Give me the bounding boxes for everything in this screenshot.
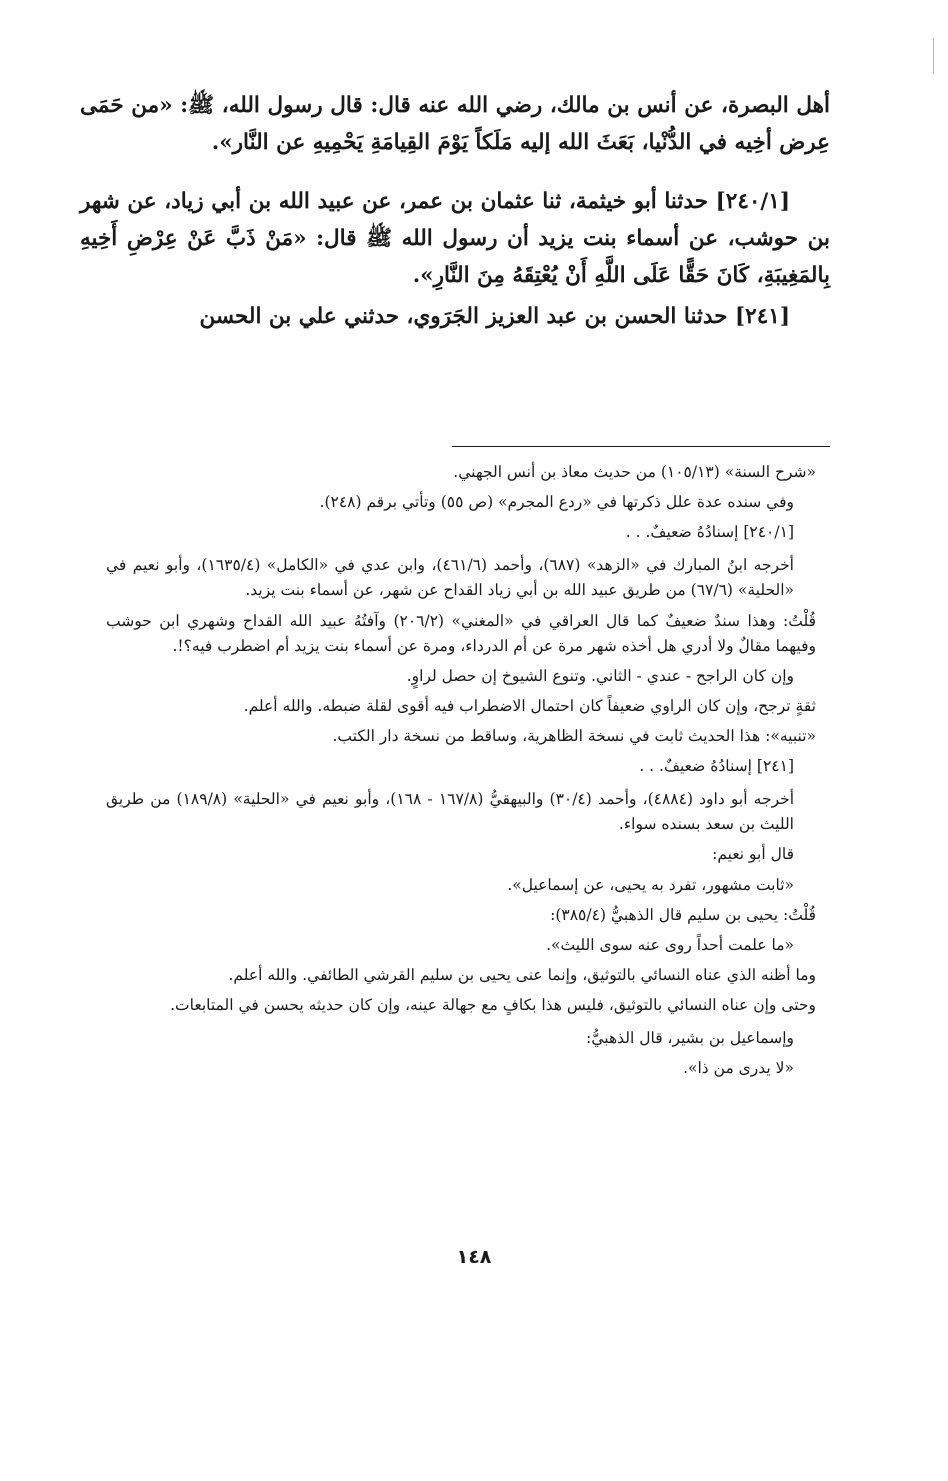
main-paragraph-hadith-240-1 <box>80 184 830 295</box>
footnote-line: وحتى وإن عناه النسائي بالتوثيق، فليس هذا بكافٍ مع جهالة عينه، وإن كان حديثه يحسن في المتابعات. <box>170 995 816 1014</box>
footnote-line: وإسماعيل بن بشير، قال الذهبيُّ: <box>586 1029 794 1048</box>
footnote-line: قُلْتُ: وهذا سندٌ ضعيفٌ كما قال العراقي في «المغني» (٢٠٦/٢) وآفتُهُ عبيد الله القداح وشهري ابن حوشب وفيهما مقالٌ ولا أدري هل أخذه شهر مرة عن أم الدرداء، ومرة عن أسماء بنت يزيد أم اضطرب فيه؟!. <box>106 611 816 655</box>
footnote-line: «لا يدرى من ذا». <box>683 1059 794 1078</box>
footnote-line: [٢٤٠/١] إسنادُهُ ضعيفٌ. . . <box>625 523 794 542</box>
hadith-241-text: [٢٤١] حدثنا الحسن بن عبد العزيز الجَرَوي، حدثني علي بن الحسن <box>199 303 790 329</box>
footnote-line: أخرجه أبو داود (٤٨٨٤)، وأحمد (٣٠/٤) والبيهقيُّ (١٦٧/٨ - ١٦٨)، وأبو نعيم في «الحلية» (١٨٩/٨) من طريق الليث بن سعد بسنده سواء. <box>106 790 795 834</box>
footnote-line: «ما علمت أحداً روى عنه سوى الليث». <box>546 935 794 954</box>
footnote-line: ثقةٍ ترجح، وإن كان الراوي ضعيفاً كان احتمال الاضطراب فيه أقوى لقلة ضبطه. والله أعلم. <box>243 696 816 715</box>
footnote-line: قال أبو نعيم: <box>712 845 794 864</box>
footnote-divider <box>452 446 830 447</box>
footnote-line: قُلْتُ: يحيى بن سليم قال الذهبيُّ (٣٨٥/٤): <box>550 905 816 924</box>
page-number: ١٤٨ <box>456 1246 492 1268</box>
footnote-line: «تنبيه»: هذا الحديث ثابت في نسخة الظاهرية، وساقط من نسخة دار الكتب. <box>332 726 816 745</box>
page-edge-mark <box>933 38 934 74</box>
footnote-line: وإن كان الراجح - عندي - الثاني. وتنوع الشيوخ إن حصل لراوٍ. <box>406 666 794 685</box>
footnote-line: أخرجه ابنُ المبارك في «الزهد» (٦٨٧)، وأحمد (٤٦١/٦)، وابن عدي في «الكامل» (١٦٣٥/٤)، وأبو نعيم في «الحلية» (٦٧/٦) من طريق عبيد الله بن أبي زياد القداح عن شهر، عن أسماء بنت يزيد. <box>106 556 794 600</box>
footnote-line: وما أظنه الذي عناه النسائي بالتوثيق، وإنما عنى يحيى بن سليم القرشي الطائفي. والله أعلم. <box>228 965 816 984</box>
footnote-line: [٢٤١] إسنادُهُ ضعيفٌ. . . <box>639 757 794 776</box>
footnote-line: «شرح السنة» (١٠٥/١٣) من حديث معاذ بن أنس الجهني. <box>453 463 816 481</box>
main-text <box>80 88 830 350</box>
main-paragraph-continuation: أهل البصرة، عن أنس بن مالك، رضي الله عنه قال: قال رسول الله، ﷺ: «من حَمَى عِرض أخِيه في الدُّنْيا، بَعَثَ الله إليه مَلَكاً يَوْمَ القِيامَةِ يَحْمِيهِ عن النَّار». <box>80 93 830 155</box>
footnote-line: وفي سنده عدة علل ذكرتها في «ردع المجرم» (ص ٥٥) وتأتي برقم (٢٤٨). <box>319 493 794 512</box>
footnotes <box>106 460 816 1086</box>
hadith-240-1-text: [٢٤٠/١] حدثنا أبو خيثمة، ثنا عثمان بن عمر، عن عبيد الله بن أبي زياد، عن شهر بن حوشب، عن أسماء بنت يزيد أن رسول الله ﷺ قال: «مَنْ ذَبَّ عَنْ عِرْضِ أَخِيهِ بِالمَغِيبَةِ، كَانَ حَقًّا عَلَى اللَّهِ أَنْ يُعْتِقَهُ مِنَ النَّارِ». <box>80 188 830 288</box>
main-paragraph-hadith-241 <box>80 299 830 336</box>
footnote-line: «ثابت مشهور، تفرد به يحيى، عن إسماعيل». <box>507 875 794 894</box>
